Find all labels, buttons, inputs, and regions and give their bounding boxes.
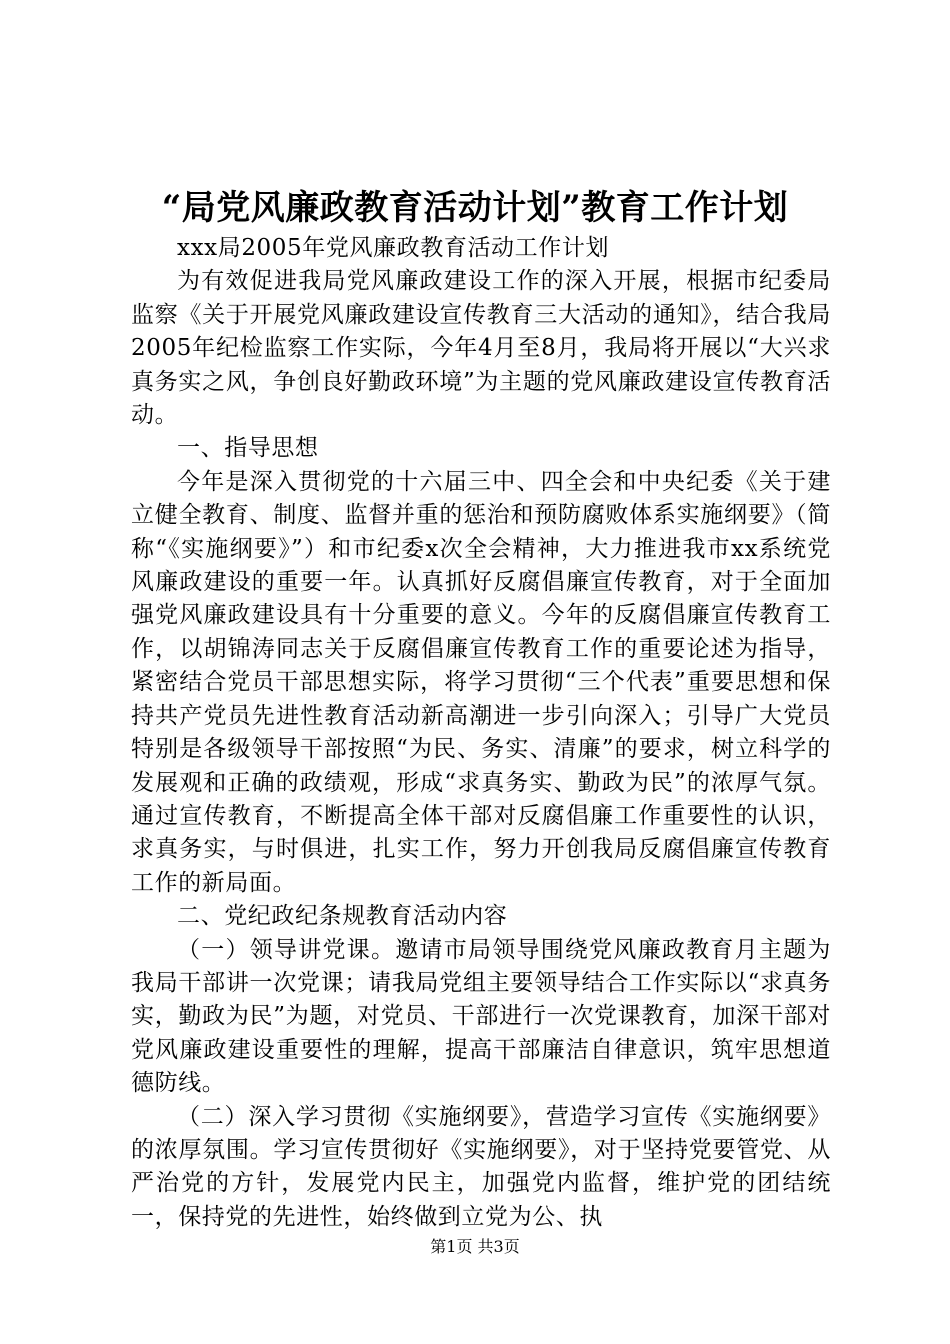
intro-paragraph: 为有效促进我局党风廉政建设工作的深入开展，根据市纪委局监察《关于开展党风廉政建设宣传教育三大活动的通知》，结合我局2005年纪检监察工作实际，今年4月至8月，我局将开展以“大兴求真务实之风，争创良好勤政环境”为主题的党风廉政建设宣传教育活动。 [131,268,831,429]
section-heading-activity-content: 二、党纪政纪条规教育活动内容 [177,903,508,930]
section-heading-guiding-thought: 一、指导思想 [177,435,319,462]
guiding-thought-paragraph: 今年是深入贯彻党的十六届三中、四全会和中央纪委《关于建立健全教育、制度、监督并重的惩治和预防腐败体系实施纲要》（简称“《实施纲要》”）和市纪委x次全会精神，大力推进我市xx系统党风廉政建设的重要一年。认真抓好反腐倡廉宣传教育，对于全面加强党风廉政建设具有十分重要的意义。今年的反腐倡廉宣传教育工作，以胡锦涛同志关于反腐倡廉宣传教育工作的重要论述为指导，紧密结合党员干部思想实际，将学习贯彻“三个代表”重要思想和保持共产党员先进性教育活动新高潮进一步引向深入；引导广大党员特别是各级领导干部按照“为民、务实、清廉”的要求，树立科学的发展观和正确的政绩观，形成“求真务实、勤政为民”的浓厚气氛。通过宣传教育，不断提高全体干部对反腐倡廉工作重要性的认识，求真务实，与时俱进，扎实工作，努力开创我局反腐倡廉宣传教育工作的新局面。 [131,468,831,896]
activity-item-1-paragraph: （一）领导讲党课。邀请市局领导围绕党风廉政教育月主题为我局干部讲一次党课；请我局党组主要领导结合工作实际以“求真务实，勤政为民”为题，对党员、干部进行一次党课教育，加深干部对党风廉政建设重要性的理解，提高干部廉洁自律意识，筑牢思想道德防线。 [131,936,831,1097]
document-title: “局党风廉政教育活动计划”教育工作计划 [161,188,789,228]
plan-name-paragraph: xxx局2005年党风廉政教育活动工作计划 [177,235,610,261]
page-number-footer: 第1页 共3页 [430,1237,520,1256]
document-body [131,232,831,1234]
activity-item-2-paragraph: （二）深入学习贯彻《实施纲要》，营造学习宣传《实施纲要》的浓厚氛围。学习宣传贯彻好《实施纲要》，对于坚持党要管党、从严治党的方针，发展党内民主，加强党内监督，维护党的团结统一，保持党的先进性，始终做到立党为公、执 [131,1103,831,1230]
